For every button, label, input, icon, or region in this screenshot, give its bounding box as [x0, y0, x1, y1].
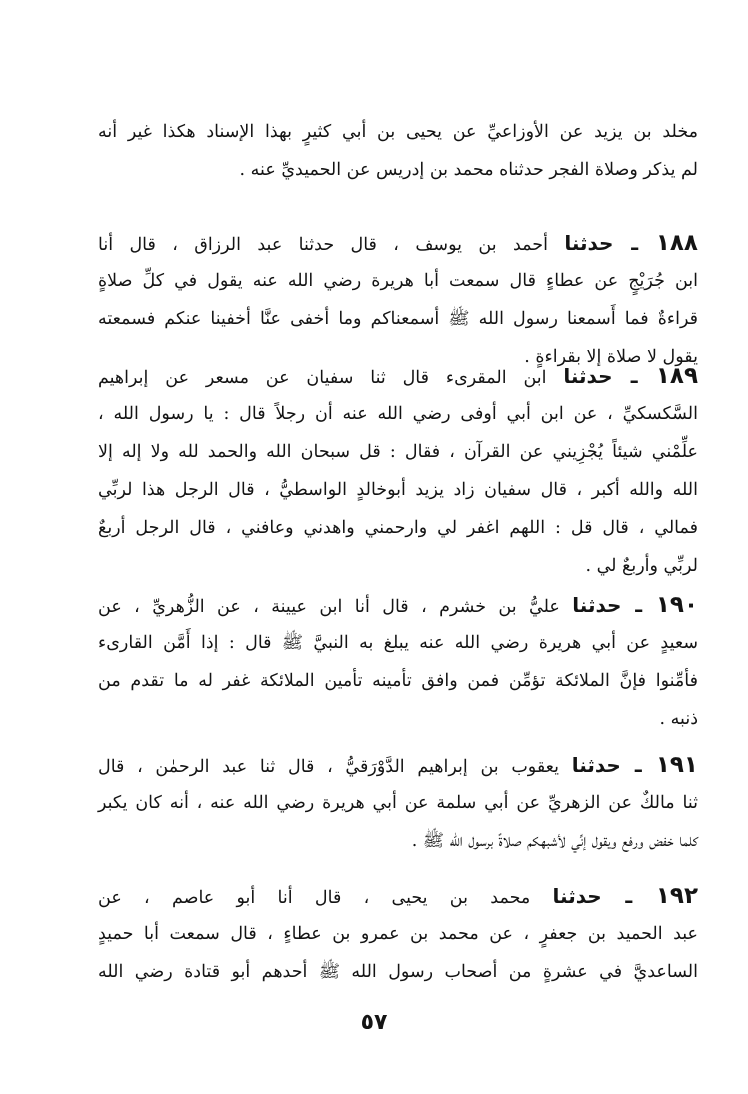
hadith-190: [98, 586, 698, 738]
text-line: ثنا مالكٌ عن الزهريِّ عن أبي سلمة عن أبي هريرة رضي الله عنه ، أنه كان يكبر: [98, 793, 698, 813]
intro-paragraph: [98, 113, 698, 189]
hadith-heading-line: [98, 357, 698, 395]
hadith-heading-line: [98, 746, 698, 784]
text-line: مخلد بن يزيد عن الأوزاعيِّ عن يحيى بن أبي كثيرٍ بهذا الإسناد هكذا غير أنه: [98, 122, 698, 142]
hadith-188: [98, 224, 698, 376]
text-line: لربِّي وأربعٌ لي .: [585, 556, 698, 576]
text-line: فأمِّنوا فإنَّ الملائكة تؤمِّن فمن وافق تأمينه تأمين الملائكة غفر له ما تقدم من: [98, 671, 698, 691]
hadith-keyword: ـ حدثنا: [571, 753, 656, 777]
text-line: كلما خفض ورفع ويقول إنِّي لأشبهكم صلاةً برسول الله ﷺ .: [411, 831, 698, 851]
text-line: ذنبه .: [659, 709, 698, 729]
hadith-191: [98, 746, 698, 860]
hadith-number: ١٨٩: [655, 363, 698, 389]
hadith-first-line-text: ابن المقرىء قال ثنا سفيان عن مسعر عن إبراهيم: [98, 368, 547, 388]
hadith-heading-line: [98, 224, 698, 262]
hadith-first-line-text: محمد بن يحيى ، قال أنا أبو عاصم ، عن: [98, 888, 531, 908]
hadith-number: ١٩٢: [655, 883, 698, 909]
hadith-heading-line: [98, 586, 698, 624]
hadith-first-line-text: أحمد بن يوسف ، قال حدثنا عبد الرزاق ، قال أنا: [98, 235, 548, 255]
hadith-heading-line: [98, 877, 698, 915]
hadith-number: ١٨٨: [655, 230, 698, 256]
page-number: ٥٧: [360, 1010, 388, 1035]
hadith-first-line-text: عليُّ بن خشرم ، قال أنا ابن عيينة ، عن الزُّهريِّ ، عن: [98, 597, 560, 617]
hadith-192: [98, 877, 698, 991]
text-line: ابن جُرَيْجٍ عن عطاءٍ قال سمعت أبا هريرة رضي الله عنه يقول في كلِّ صلاةٍ: [98, 271, 698, 291]
hadith-number: ١٩٠: [655, 592, 698, 618]
hadith-189: [98, 357, 698, 585]
hadith-number: ١٩١: [655, 752, 698, 778]
text-line: فمالي ، قال قل : اللهم اغفر لي وارحمني واهدني وعافني ، قال الرجل أربعٌ: [98, 518, 698, 538]
text-line: لم يذكر وصلاة الفجر حدثناه محمد بن إدريس عن الحميديِّ عنه .: [239, 160, 698, 180]
text-line: سعيدٍ عن أبي هريرة رضي الله عنه يبلغ به النبيَّ ﷺ قال : إذا أَمَّن القارىء: [98, 633, 698, 653]
text-line: الله والله أكبر ، قال سفيان زاد يزيد أبوخالدٍ الواسطيُّ ، قال الرجل هذا لربِّي: [98, 480, 698, 500]
text-line: قراءةٌ فما أَسمعنا رسول الله ﷺ أسمعناكم وما أخفى عنَّا أخفينا عنكم فسمعته: [98, 309, 698, 329]
text-line: علِّمْني شيئاً يُجْزِيني عن القرآن ، فقال : قل سبحان الله والحمد لله ولا إله إلا: [98, 442, 698, 462]
hadith-keyword: ـ حدثنا: [564, 231, 656, 255]
text-line: الساعديَّ في عشرةٍ من أصحاب رسول الله ﷺ أحدهم أبو قتادة رضي الله: [98, 962, 698, 982]
text-line: عبد الحميد بن جعفرٍ ، عن محمد بن عمرو بن عطاءٍ ، قال سمعت أبا حميدٍ: [98, 924, 698, 944]
hadith-keyword: ـ حدثنا: [563, 364, 656, 388]
hadith-keyword: ـ حدثنا: [572, 593, 656, 617]
text-line: يقول لا صلاة إلا بقراءةٍ .: [524, 347, 698, 367]
text-line: السَّكسكيِّ ، عن ابن أبي أوفى رضي الله عنه أن رجلاً قال : يا رسول الله ،: [98, 404, 698, 424]
hadith-first-line-text: يعقوب بن إبراهيم الدَّوْرَقيُّ ، قال ثنا عبد الرحمٰن ، قال: [98, 757, 559, 777]
hadith-keyword: ـ حدثنا: [552, 884, 656, 908]
